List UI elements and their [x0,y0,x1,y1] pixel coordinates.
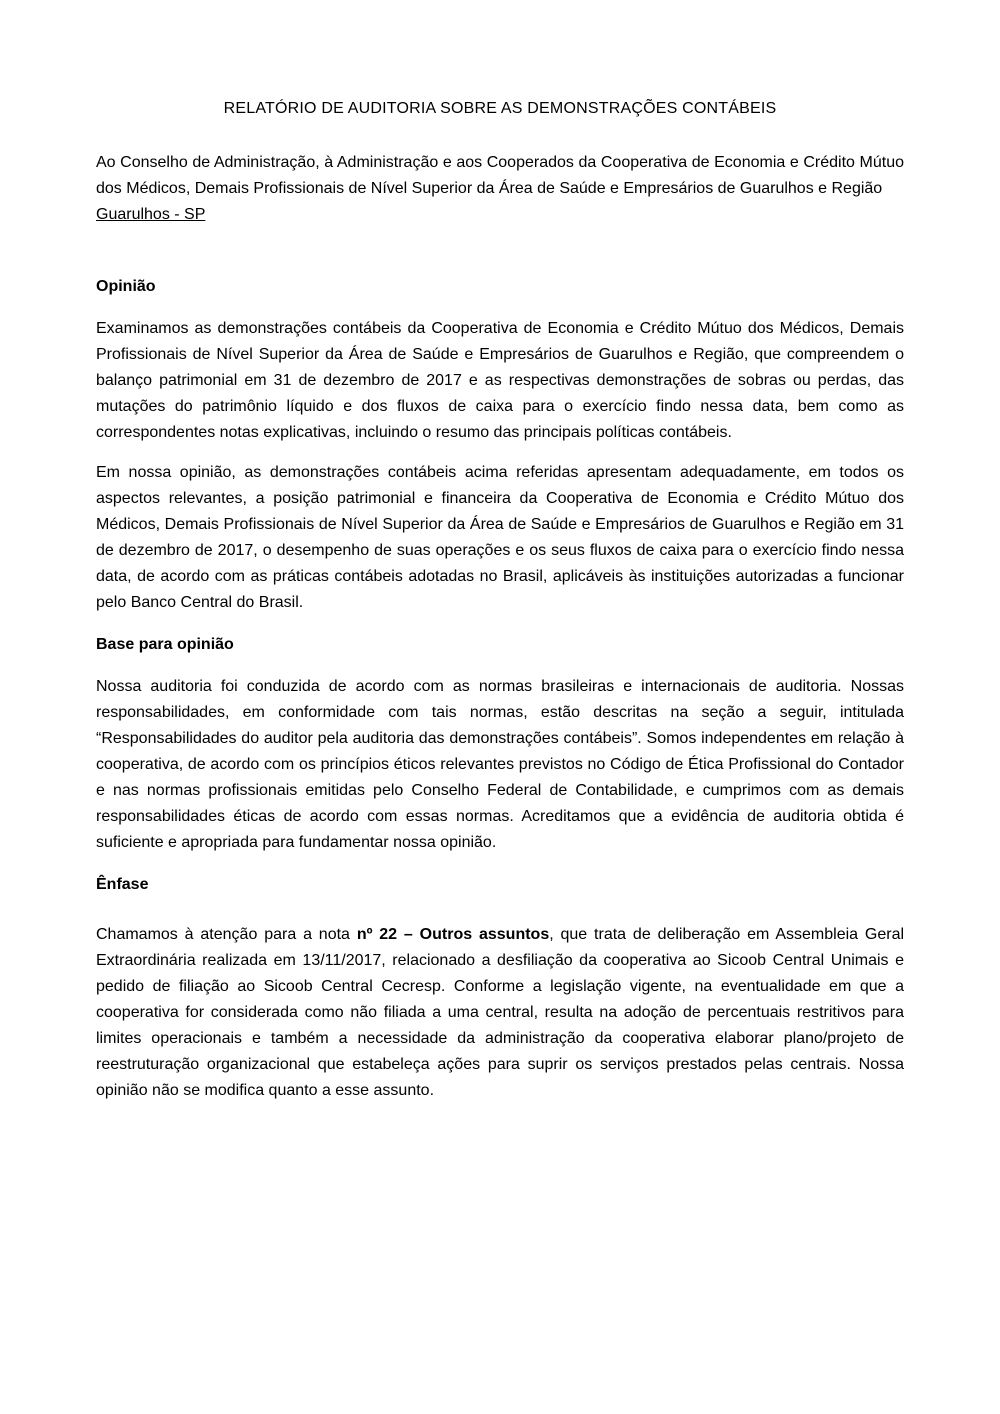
section-heading-base-para-opiniao: Base para opinião [96,636,234,653]
addressee-paragraph: Ao Conselho de Administração, à Administração e aos Cooperados da Cooperativa de Economia e Crédito Mútuo dos Médicos, Demais Profissionais de Nível Superior da Área de Saúde e Empresários de Guarulhos e Região [96,154,904,197]
enfase-text-lead: Chamamos à atenção para a nota [96,926,357,943]
opiniao-paragraph-1: Examinamos as demonstrações contábeis da Cooperativa de Economia e Crédito Mútuo dos Médicos, Demais Profissionais de Nível Superior da Área de Saúde e Empresários de Guarulhos e Região, que compreendem o balanço patrimonial em 31 de dezembro de 2017 e as respectivas demonstrações de sobras ou perdas, das mutações do patrimônio líquido e dos fluxos de caixa para o exercício findo nessa data, bem como as correspondentes notas explicativas, incluindo o resumo das principais políticas contábeis. [96,320,904,441]
section-heading-enfase: Ênfase [96,876,149,893]
city-line: Guarulhos - SP [96,206,206,223]
section-heading-opiniao: Opinião [96,278,156,295]
enfase-note-reference: nº 22 – Outros assuntos [356,926,550,943]
opiniao-paragraph-2: Em nossa opinião, as demonstrações contábeis acima referidas apresentam adequadamente, em todos os aspectos relevantes, a posição patrimonial e financeira da Cooperativa de Economia e Crédito Mútuo dos Médicos, Demais Profissionais de Nível Superior da Área de Saúde e Empresários de Guarulhos e Região em 31 de dezembro de 2017, o desempenho de suas operações e os seus fluxos de caixa para o exercício findo nessa data, de acordo com as práticas contábeis adotadas no Brasil, aplicáveis às instituições autorizadas a funcionar pelo Banco Central do Brasil. [96,464,904,611]
page-title: RELATÓRIO DE AUDITORIA SOBRE AS DEMONSTRAÇÕES CONTÁBEIS [223,100,777,117]
base-para-opiniao-paragraph: Nossa auditoria foi conduzida de acordo com as normas brasileiras e internacionais de auditoria. Nossas responsabilidades, em conformidade com tais normas, estão descritas na seção a seguir, intitulada “Responsabilidades do auditor pela auditoria das demonstrações contábeis”. Somos independentes em relação à cooperativa, de acordo com os princípios éticos relevantes previstos no Código de Ética Profissional do Contador e nas normas profissionais emitidas pelo Conselho Federal de Contabilidade, e cumprimos com as demais responsabilidades éticas de acordo com essas normas. Acreditamos que a evidência de auditoria obtida é suficiente e apropriada para fundamentar nossa opinião. [96,678,904,851]
enfase-text-body: , que trata de deliberação em Assembleia Geral Extraordinária realizada em 13/11/2017, relacionado a desfiliação da cooperativa ao Sicoob Central Unimais e pedido de filiação ao Sicoob Central Cecresp. Conforme a legislação vigente, na eventualidade em que a cooperativa for considerada como não filiada a uma central, resulta na adoção de percentuais restritivos para limites operacionais e também a necessidade da administração da cooperativa elaborar plano/projeto de reestruturação organizacional que estabeleça ações para suprir os serviços prestados pelas centrais. Nossa opinião não se modifica quanto a esse assunto. [96,926,905,1099]
enfase-paragraph [96,922,904,1104]
